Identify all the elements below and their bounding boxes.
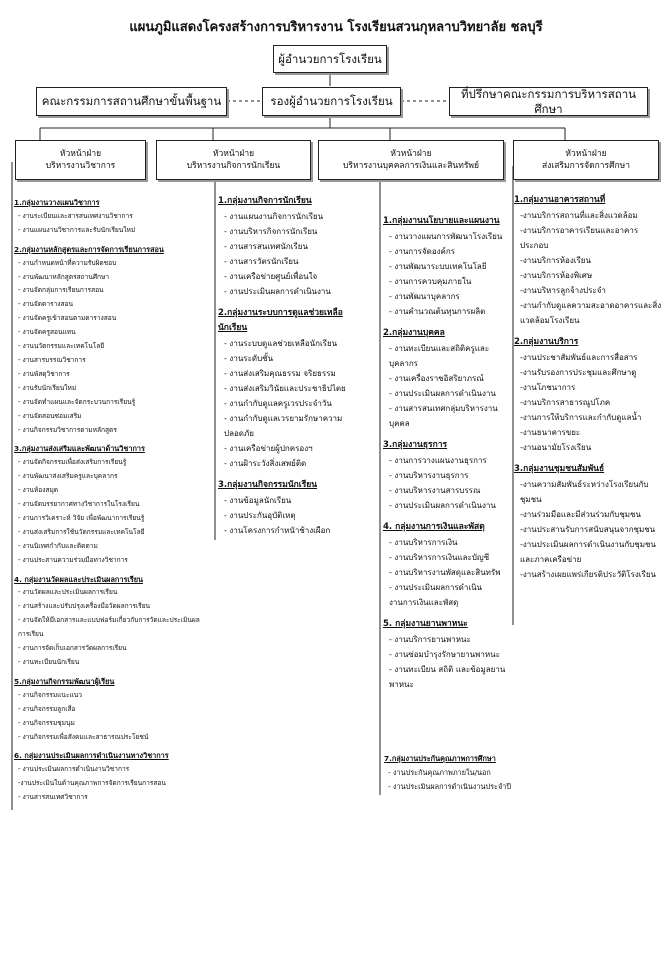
group-spacer [514, 328, 664, 335]
group-spacer [514, 455, 664, 462]
personnel-finance-task-column [383, 214, 508, 692]
task-item: -งานธนาคารขยะ [520, 428, 581, 437]
task-item: -งานรับรองการประชุมและศึกษาดู [520, 368, 637, 377]
task-item: - งานจัดกลุ่มการเรียนการสอน [18, 286, 104, 295]
task-group-heading: 1.กลุ่มงานกิจการนักเรียน [218, 196, 312, 206]
group-spacer [383, 319, 508, 326]
task-item: - งานสร้างและปรับปรุงเครื่องมือวัดผลการเรียน [18, 602, 151, 611]
task-group-heading: 3.กลุ่มงานธุรการ [383, 440, 448, 450]
task-item: - งานจัดครูเข้าสอนตามตารางสอน [18, 314, 117, 323]
task-item: - งานกำกับดูแลเวรยามรักษาความปลอดภัย [224, 414, 343, 438]
task-group-heading: 2.กลุ่มงานบุคคล [383, 328, 445, 338]
task-item: -งานร่วมมือและมีส่วนร่วมกับชุมชน [520, 510, 641, 519]
task-item: - งานกิจกรรมเพื่อสังคมและสาธารณประโยชน์ [18, 732, 149, 741]
task-item: -งานบริการห้องเรียน [520, 256, 591, 265]
task-item: -งานบริหารลูกจ้างประจำ [520, 286, 606, 295]
task-item: - งานประเมินผลการดำเนินงาน [389, 501, 496, 510]
head-student-affairs-box [156, 140, 311, 180]
head-personnel-finance-name: บริหารงานบุคคลการเงินและสินทรัพย์ [343, 161, 479, 171]
task-item: - งานนวัตกรรมและเทคโนโลยี [18, 342, 105, 351]
task-item: - งานพัฒนาหลักสูตรสถานศึกษา [18, 272, 110, 281]
task-item: - งานระบบดูแลช่วยเหลือนักเรียน [224, 339, 338, 348]
task-group-heading: 1.กลุ่มงานนโยบายและแผนงาน [383, 216, 500, 226]
task-item: - งานการวิเคราะห์ วิจัย เพื่อพัฒนาการเรียนรู้ [18, 513, 145, 522]
task-item: - งานวางแผนการพัฒนาโรงเรียน [389, 232, 503, 241]
task-item: - งานการจัดองค์กร [389, 247, 456, 256]
basic-education-board-box: คณะกรรมการสถานศึกษาขั้นพื้นฐาน [36, 87, 227, 116]
task-item: - งานเครือข่ายศูนย์เพื่อนใจ [224, 272, 318, 281]
task-item: - งานแผนงานวิชาการและรับนักเรียนใหม่ [18, 225, 136, 234]
task-item: -งานอนามัยโรงเรียน [520, 443, 592, 452]
task-group-heading: 1.กลุ่มงานวางแผนวิชาการ [14, 198, 100, 207]
task-item: - งานบริหารงานพัสดุและสินทรัพ [389, 568, 501, 577]
group-spacer [383, 431, 508, 438]
task-item: -งานบริการอาคารเรียนและอาคารประกอบ [520, 226, 639, 250]
task-item: - งานจัดให้มีเอกสารและแบบฟอร์มเกี่ยวกับการวัดและประเมินผลการเรียน [18, 616, 200, 639]
quality-assurance-heading: 7.กลุ่มงานประกันคุณภาพการศึกษา [384, 754, 496, 763]
quality-assurance-item: - งานประกันคุณภาพภายใน/นอก [388, 768, 491, 777]
task-item: - งานเครือข่ายผู้ปกครองฯ [224, 444, 313, 453]
task-item: - งานจัดครูสอนแทน [18, 328, 76, 337]
task-item: - งานประเมินผลการดำเนินงานการเงินและพัสดุ [389, 583, 483, 607]
task-item: - งานกิจกรรมวิชาการตามหลักสูตร [18, 425, 117, 434]
task-group-heading: 4. กลุ่มงานวัดผลและประเมินผลการเรียน [14, 574, 144, 584]
task-item: - งานจัดบรรยากาศทางวิชาการในโรงเรียน [18, 500, 140, 509]
task-item: - งานการควบคุมภายใน [389, 277, 472, 286]
head-academic-box [15, 140, 146, 180]
task-item: - งานพัฒนาส่งเสริมครูและบุคลากร [18, 472, 118, 481]
task-item: - งานจัดตารางสอน [18, 300, 73, 309]
task-item: - งานกำหนดหน้าที่ความรับผิดชอบ [18, 258, 117, 267]
task-item: - งานบริหารงานสารบรรณ [389, 486, 481, 495]
task-item: -งานบริการห้องพิเศษ [520, 271, 593, 280]
task-item: - งานห้องสมุด [18, 486, 59, 495]
group-spacer [218, 471, 368, 478]
head-student-affairs-name: บริหารงานกิจการนักเรียน [186, 161, 281, 171]
task-item: - งานฝ้าระวังสิ่งเสพย์ติด [224, 459, 307, 468]
chart-title: แผนภูมิแสดงโครงสร้างการบริหารงาน โรงเรียนสวนกุหลาบวิทยาลัย ชลบุรี [129, 20, 543, 35]
task-group-heading: 4. กลุ่มงานการเงินและพัสดุ [383, 522, 485, 532]
education-support-task-column [514, 193, 664, 582]
task-item: - งานบริหารการเงิน [389, 538, 458, 547]
task-item: - งานระดับชั้น [224, 354, 274, 363]
task-item: - งานสารวัตรนักเรียน [224, 257, 299, 266]
task-item: - งานข้อมูลนักเรียน [224, 496, 292, 505]
task-item: - งานทะเบียนและสถิติครูและบุคลากร [389, 344, 490, 368]
task-item: - งานกิจกรรมแนะแนว [18, 690, 82, 699]
task-item: - งานพัสดุวิชาการ [18, 369, 70, 378]
task-item: - งานกิจกรรมลูกเสือ [18, 704, 76, 713]
task-group-heading: 5.กลุ่มงานกิจกรรมพัฒนาผู้เรียน [14, 676, 115, 686]
task-item: - งานจัดสอนซ่อมเสริม [18, 411, 82, 420]
task-item: - งานบริหารการเงินและบัญชี [389, 553, 490, 562]
task-item: -งานประสานรับการสนับสนุนจากชุมชน [520, 525, 656, 534]
task-item: - งานประสานความร่วมมือทางวิชาการ [18, 555, 128, 564]
task-group-heading: 1.กลุ่มงานอาคารสถานที่ [514, 195, 606, 205]
task-item: - งานประเมินผลการดำเนินงาน [224, 287, 331, 296]
task-item: - งานนิเทศกำกับและติดตาม [18, 541, 98, 550]
task-item: - งานส่งเสริมการใช้นวัตกรรมและเทคโนโลยี [18, 527, 145, 536]
head-student-affairs-title: หัวหน้าฝ่าย [212, 148, 255, 159]
group-spacer [383, 513, 508, 520]
task-item: - งานประเมินผลการดำเนินงาน [389, 389, 496, 398]
head-education-support-box [513, 140, 659, 180]
task-item: - งานประเมินผลการดำเนินงานวิชาการ [18, 765, 130, 774]
task-item: - งานการวางแผนงานธุรการ [389, 456, 487, 465]
task-group-heading: 3.กลุ่มงานส่งเสริมและพัฒนาด้านวิชาการ [14, 444, 145, 454]
director-box: ผู้อำนวยการโรงเรียน [273, 45, 387, 73]
task-item: - งานบริหารกิจการนักเรียน [224, 227, 318, 236]
task-item: -งานสร้างเผยแพร่เกียรติประวัติโรงเรียน [520, 570, 656, 579]
task-group-heading: 2.กลุ่มงานหลักสูตรและการจัดการเรียนการสอน [14, 244, 164, 254]
task-item: - งานกิจกรรมชุมนุม [18, 718, 75, 727]
task-item: - งานสารบรรณวิชาการ [18, 355, 86, 364]
task-group-heading: 2.กลุ่มงานบริการ [514, 337, 579, 347]
task-item: - งานระเบียนและสารสนเทศงานวิชาการ [18, 211, 133, 220]
quality-assurance-group [384, 752, 564, 794]
task-group-heading: 6. กลุ่มงานประเมินผลการดำเนินงานทางวิชาการ [14, 751, 169, 761]
deputy-director-box: รองผู้อำนวยการโรงเรียน [262, 87, 401, 116]
task-item: - งานจัดกิจกรรมเพื่อส่งเสริมการเรียนรู้ [18, 458, 127, 467]
task-item: - งานบริการยานพาหนะ [389, 635, 471, 644]
task-item: - งานเครื่องราชอิสริยาภรณ์ [389, 374, 484, 383]
task-item: - งานแผนงานกิจการนักเรียน [224, 212, 324, 221]
task-item: - งานการจัดเก็บเอกสารวัดผลการเรียน [18, 644, 127, 653]
student-affairs-task-column [218, 194, 368, 538]
task-item: -งานประชาสัมพันธ์และการสื่อสาร [520, 353, 638, 362]
task-item: -งานประเมินในด้านคุณภาพการจัดการเรียนการสอน [18, 779, 166, 788]
task-item: -งานกำกับดูแลความสะอาดอาคารและสิ่งแวดล้อมโรงเรียน [520, 301, 662, 325]
task-item: - งานพัฒนาบุคลากร [389, 292, 460, 301]
task-group-heading: 5. กลุ่มงานยานพาหนะ [383, 619, 468, 629]
academic-task-column [14, 196, 204, 805]
task-item: -งานความสัมพันธ์ระหว่างโรงเรียนกับชุมชน [520, 480, 649, 504]
task-item: - งานบริหารงานธุรการ [389, 471, 469, 480]
task-item: - งานซ่อมบำรุงรักษายานพาหนะ [389, 650, 500, 659]
task-item: -งานบริการสถานที่และสิ่งแวดล้อม [520, 211, 638, 220]
task-item: - งานสารสนเทศวิชาการ [18, 793, 88, 802]
task-item: - งานรับนักเรียนใหม่ [18, 383, 77, 392]
head-academic-title: หัวหน้าฝ่าย [59, 148, 102, 159]
task-item: -งานการให้บริการและกำกับดูแลน้ำ [520, 413, 642, 422]
task-item: -งานโภชนาการ [520, 383, 576, 392]
group-spacer [218, 299, 368, 306]
task-item: - งานพัฒนาระบบเทคโนโลยี [389, 262, 487, 271]
task-group-heading: 3.กลุ่มงานกิจกรรมนักเรียน [218, 480, 318, 490]
advisory-board-box: ที่ปรึกษาคณะกรรมการบริหารสถานศึกษา [449, 87, 648, 116]
task-item: - งานวัดผลและประเมินผลการเรียน [18, 588, 118, 597]
task-item: - งานทะเบียนนักเรียน [18, 658, 80, 666]
task-item: - งานส่งเสริมวินัยและประชาธิปไตย [224, 384, 346, 393]
quality-assurance-item: - งานประเมินผลการดำเนินงานประจำปี [388, 782, 511, 791]
group-spacer [383, 610, 508, 617]
head-education-support-title: หัวหน้าฝ่าย [565, 148, 607, 159]
task-group-heading: 2.กลุ่มงานระบบการดูแลช่วยเหลือนักเรียน [218, 308, 343, 333]
head-personnel-finance-box [318, 140, 504, 180]
task-item: - งานจัดทำแผนและจัดกระบวนการเรียนรู้ [18, 397, 136, 406]
task-item: - งานส่งเสริมคุณธรรม จริยธรรม [224, 369, 336, 378]
head-academic-name: บริหารงานวิชาการ [45, 161, 116, 171]
task-item: - งานประกันอุบัติเหตุ [224, 511, 296, 520]
head-personnel-finance-title: หัวหน้าฝ่าย [390, 148, 432, 159]
task-item: - งานทะเบียน สถิติ และข้อมูลยานพาหนะ [389, 665, 506, 689]
task-item: -งานบริการสาธารณูปโภค [520, 398, 611, 407]
task-item: - งานสารสนเทศนักเรียน [224, 242, 308, 251]
task-item: - งานกำกับดูแลครูเวรประจำวัน [224, 399, 332, 408]
task-item: - งานคำนวณต้นทุนการผลิต [389, 307, 486, 316]
head-education-support-name: ส่งเสริมการจัดการศึกษา [542, 161, 630, 171]
task-group-heading: 3.กลุ่มงานชุมชนสัมพันธ์ [514, 464, 605, 474]
task-item: -งานประเมินผลการดำเนินงานกับชุมชนและภาคเครือข่าย [520, 540, 656, 564]
task-item: - งานสารสนเทศกลุ่มบริหารงานบุคคล [389, 404, 498, 428]
task-item: - งานโครงการกำหนัาช้างเผือก [224, 526, 331, 535]
